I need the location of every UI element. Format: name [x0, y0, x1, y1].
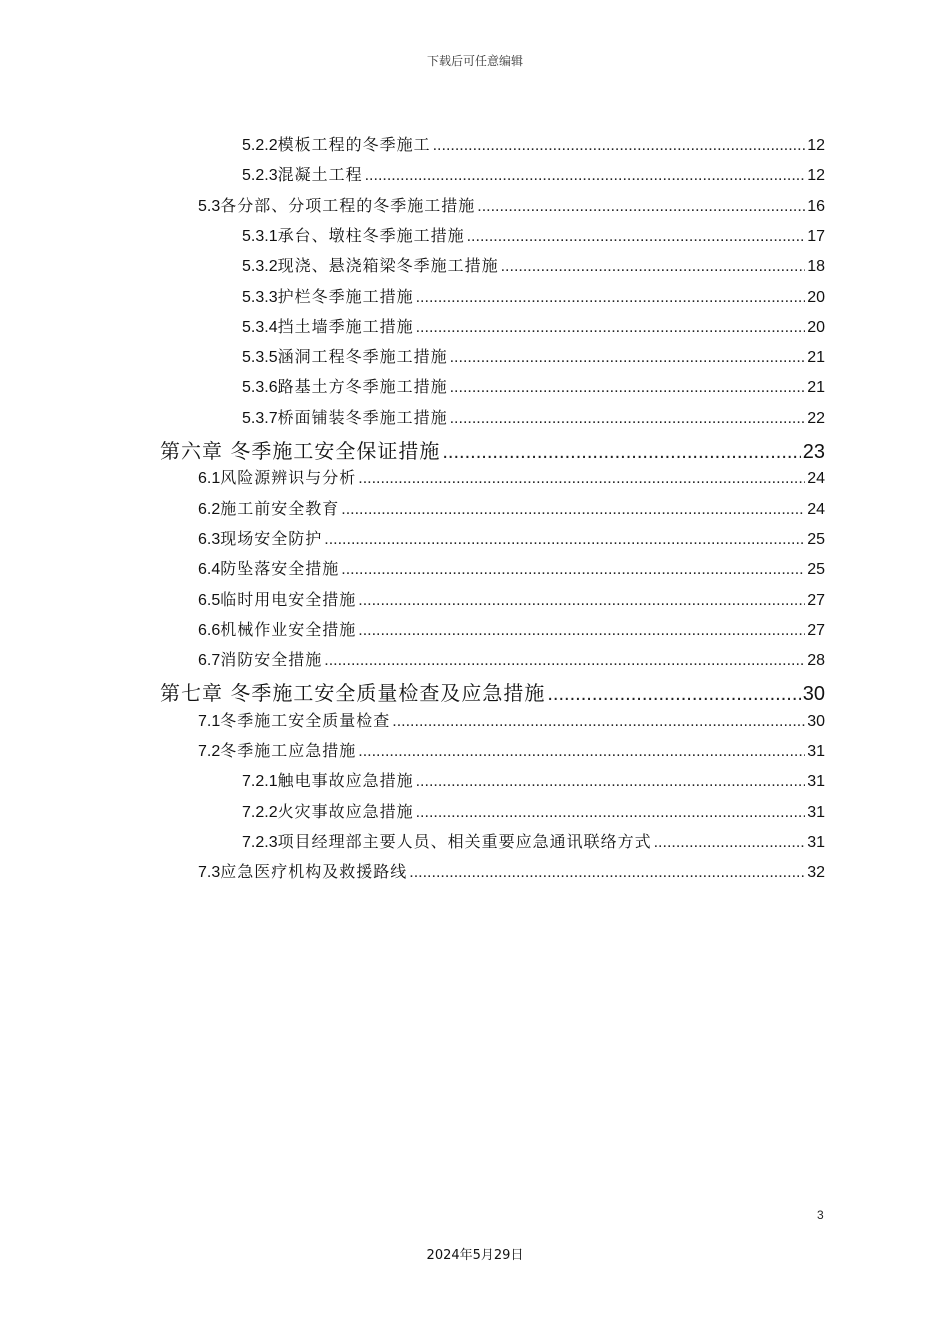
toc-entry-number: 5.3.4	[242, 318, 278, 336]
toc-entry-number: 6.3	[198, 530, 221, 548]
toc-entry[interactable]	[242, 162, 825, 185]
toc-dot-leader	[467, 228, 806, 246]
toc-entry[interactable]	[242, 344, 825, 367]
toc-entry-page: 27	[807, 621, 825, 639]
toc-entry-page: 22	[807, 409, 825, 427]
toc-dot-leader	[341, 501, 805, 519]
toc-chapter-entry[interactable]	[160, 677, 825, 706]
toc-entry-title: 混凝土工程	[277, 165, 363, 185]
toc-dot-leader	[416, 289, 806, 307]
toc-entry-title: 涵洞工程冬季施工措施	[277, 347, 448, 367]
toc-entry-title: 风险源辨识与分析	[220, 468, 357, 488]
toc-entry-title: 承台、墩柱冬季施工措施	[277, 225, 465, 245]
page-header: 下载后可任意编辑	[426, 54, 523, 68]
toc-entry-number: 6.6	[198, 621, 221, 639]
toc-dot-leader	[416, 804, 806, 822]
toc-entry-title: 挡土墙季施工措施	[277, 316, 414, 336]
toc-dot-leader	[358, 592, 805, 610]
toc-dot-leader	[341, 561, 805, 579]
toc-entry[interactable]	[242, 253, 825, 276]
toc-entry-title: 施工前安全教育	[220, 498, 340, 518]
toc-entry-page: 28	[807, 652, 825, 670]
toc-chapter-entry[interactable]	[160, 435, 825, 464]
toc-entry-page: 27	[807, 591, 825, 609]
toc-dot-leader	[409, 864, 805, 882]
toc-entry-title: 桥面铺装冬季施工措施	[277, 407, 448, 427]
toc-entry-number: 5.2.2	[242, 137, 278, 154]
toc-entry-number: 5.3.2	[242, 258, 278, 276]
toc-entry-number: 7.2	[198, 743, 221, 760]
toc-entry-number: 7.2.1	[242, 773, 278, 791]
toc-entry[interactable]	[198, 193, 825, 216]
toc-entry-title: 路基土方冬季施工措施	[277, 377, 448, 397]
toc-entry-title: 冬季施工应急措施	[220, 741, 357, 760]
toc-dot-leader	[416, 319, 806, 337]
toc-entry-page: 21	[807, 349, 825, 367]
toc-entry-page: 24	[807, 500, 825, 518]
toc-entry-page: 31	[807, 773, 825, 791]
toc-dot-leader	[501, 258, 806, 276]
toc-entry-page: 17	[807, 227, 825, 245]
toc-entry[interactable]	[242, 314, 825, 337]
page-number: 3	[817, 1208, 824, 1222]
toc-entry[interactable]	[242, 405, 825, 428]
toc-entry-page: 31	[807, 833, 825, 851]
toc-entry-title: 触电事故应急措施	[277, 771, 414, 791]
toc-entry-page: 30	[802, 683, 825, 706]
toc-entry-number: 5.3.1	[242, 227, 278, 245]
toc-dot-leader	[324, 652, 805, 670]
toc-entry[interactable]	[242, 374, 825, 397]
toc-entry-page: 25	[807, 561, 825, 579]
toc-entry-title: 消防安全措施	[220, 650, 323, 670]
toc-entry[interactable]	[198, 617, 825, 640]
toc-entry-title: 现场安全防护	[220, 528, 323, 548]
toc-entry-page: 30	[807, 712, 825, 730]
toc-entry-number: 5.3.6	[242, 379, 278, 397]
toc-entry-number: 7.2.3	[242, 833, 278, 851]
toc-entry-number: 5.3.7	[242, 409, 278, 427]
toc-entry-number: 6.2	[198, 500, 221, 518]
toc-entry-title: 火灾事故应急措施	[277, 801, 414, 821]
toc-entry[interactable]	[198, 738, 825, 761]
toc-entry[interactable]	[198, 465, 825, 488]
toc-entry-page: 12	[807, 137, 825, 154]
toc-entry-title: 模板工程的冬季施工	[277, 135, 431, 154]
toc-entry-number: 6.7	[198, 652, 221, 670]
toc-entry-page: 31	[807, 743, 825, 760]
toc-entry[interactable]	[198, 496, 825, 519]
toc-entry-title: 冬季施工安全质量检查	[220, 710, 391, 730]
toc-entry-title: 防坠落安全措施	[220, 559, 340, 579]
toc-entry[interactable]	[198, 859, 825, 882]
toc-entry-number: 7.1	[198, 712, 221, 730]
toc-dot-leader	[358, 622, 805, 640]
toc-entry-page: 20	[807, 318, 825, 336]
toc-entry-number: 6.4	[198, 561, 221, 579]
toc-dot-leader	[442, 441, 800, 464]
toc-entry-title: 第七章 冬季施工安全质量检查及应急措施	[160, 681, 546, 706]
toc-entry-number: 5.2.3	[242, 167, 278, 185]
toc-dot-leader	[392, 713, 805, 731]
toc-entry-title: 应急医疗机构及救援路线	[220, 862, 408, 882]
toc-entry-page: 25	[807, 530, 825, 548]
toc-entry-page: 12	[807, 167, 825, 185]
toc-dot-leader	[365, 167, 806, 185]
toc-dot-leader	[450, 410, 806, 428]
toc-dot-leader	[450, 379, 806, 397]
toc-dot-leader	[358, 743, 805, 761]
toc-entry[interactable]	[242, 768, 825, 791]
toc-entry[interactable]	[198, 647, 825, 670]
toc-entry-page: 23	[802, 441, 825, 463]
toc-dot-leader	[450, 349, 806, 367]
toc-entry[interactable]	[242, 284, 825, 307]
footer-date: 2024年5月29日	[426, 1248, 524, 1263]
toc-entry-title: 各分部、分项工程的冬季施工措施	[220, 195, 476, 215]
toc-entry-page: 16	[807, 197, 825, 215]
toc-entry-number: 6.5	[198, 591, 221, 609]
toc-dot-leader	[433, 137, 806, 155]
toc-entry[interactable]	[242, 132, 825, 155]
toc-entry[interactable]	[198, 587, 825, 610]
toc-entry-title: 临时用电安全措施	[220, 589, 357, 609]
toc-entry-page: 31	[807, 803, 825, 821]
toc-entry-number: 7.2.2	[242, 803, 278, 821]
toc-entry-number: 5.3.3	[242, 288, 278, 306]
toc-dot-leader	[416, 773, 806, 791]
toc-entry[interactable]	[242, 799, 825, 822]
toc-entry[interactable]	[242, 223, 825, 246]
toc-entry[interactable]	[242, 829, 825, 852]
toc-entry-number: 6.1	[198, 470, 221, 488]
toc-entry[interactable]	[198, 556, 825, 579]
toc-entry-title: 第六章 冬季施工安全保证措施	[160, 439, 441, 463]
toc-entry-number: 7.3	[198, 864, 221, 882]
toc-entry-number: 5.3	[198, 197, 221, 215]
toc-dot-leader	[547, 683, 800, 706]
toc-dot-leader	[477, 198, 805, 216]
toc-dot-leader	[324, 531, 805, 549]
toc-entry-number: 5.3.5	[242, 349, 278, 367]
toc-dot-leader	[654, 834, 806, 852]
toc-dot-leader	[358, 470, 805, 488]
toc-entry-title: 现浇、悬浇箱梁冬季施工措施	[277, 256, 499, 276]
toc-entry-title: 项目经理部主要人员、相关重要应急通讯联络方式	[277, 831, 652, 851]
toc-entry-page: 24	[807, 470, 825, 488]
toc-entry-page: 20	[807, 288, 825, 306]
toc-entry[interactable]	[198, 526, 825, 549]
toc-entry-page: 21	[807, 379, 825, 397]
toc-entry[interactable]	[198, 708, 825, 731]
toc-entry-title: 护栏冬季施工措施	[277, 286, 414, 306]
toc-entry-page: 18	[807, 258, 825, 276]
toc-entry-page: 32	[807, 864, 825, 882]
toc-entry-title: 机械作业安全措施	[220, 619, 357, 639]
